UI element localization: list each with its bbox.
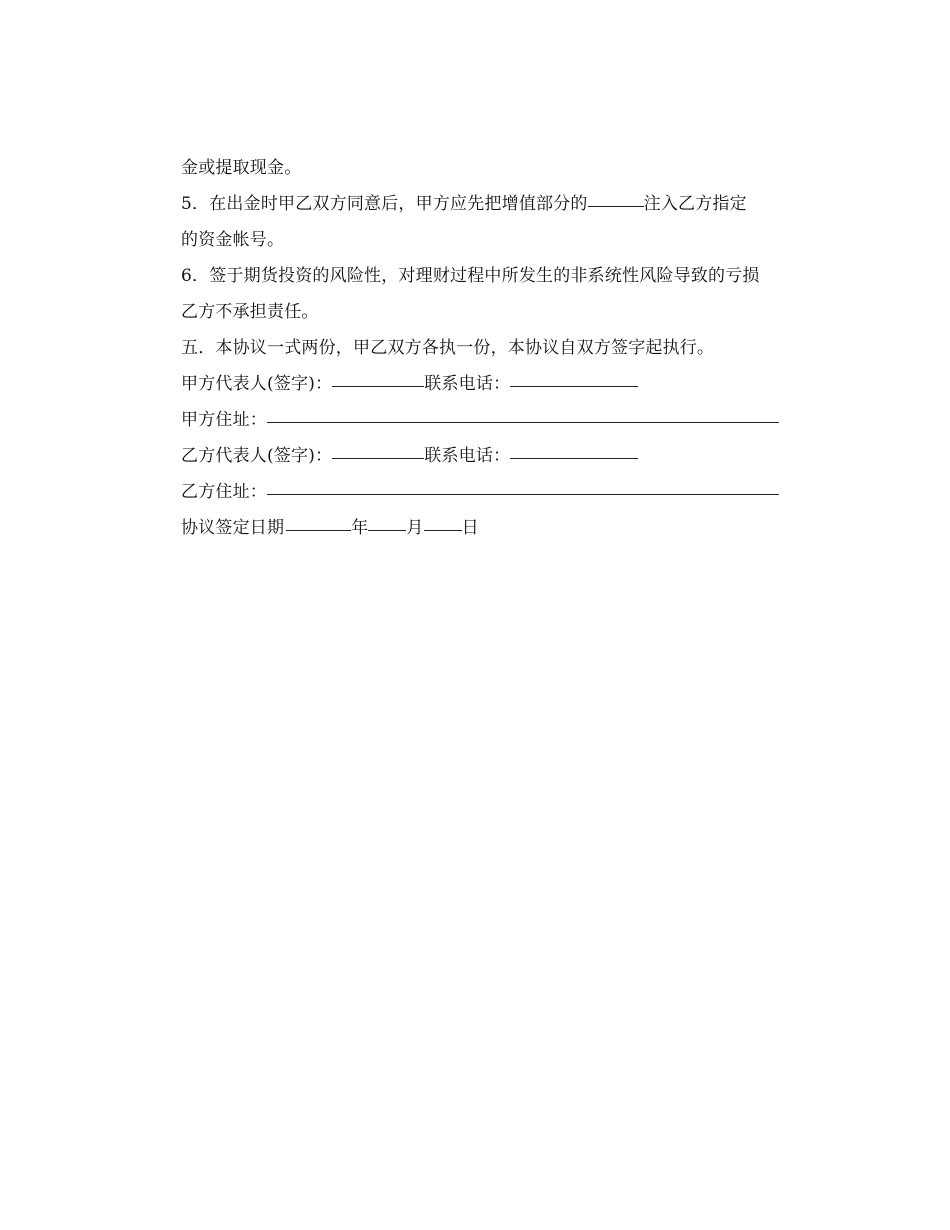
paragraph-text: 金或提取现金。 [181, 158, 302, 178]
party-a-address-row [181, 402, 821, 438]
year-label: 年 [351, 518, 369, 538]
party-b-signature-blank[interactable] [332, 436, 424, 459]
paragraph-text: 注入乙方指定 [643, 194, 747, 214]
text-line [181, 186, 821, 222]
agreement-date-row [181, 510, 821, 546]
paragraph-text: 5．在出金时甲乙双方同意后，甲方应先把增值部分的 [181, 194, 588, 214]
text-line [181, 222, 821, 258]
text-line [181, 330, 821, 366]
month-label: 月 [406, 518, 424, 538]
day-blank[interactable] [424, 508, 462, 531]
party-a-phone-blank[interactable] [510, 364, 638, 387]
party-b-phone-blank[interactable] [510, 436, 638, 459]
text-line [181, 258, 821, 294]
text-line [181, 294, 821, 330]
party-a-rep-label: 甲方代表人(签字)： [181, 374, 333, 394]
paragraph-text: 的资金帐号。 [181, 230, 285, 250]
party-a-signature-blank[interactable] [332, 364, 424, 387]
party-a-address-label: 甲方住址： [181, 410, 267, 430]
party-a-phone-label: 联系电话： [424, 374, 511, 394]
year-blank[interactable] [286, 508, 351, 531]
party-b-address-label: 乙方住址： [181, 482, 267, 502]
party-b-address-blank[interactable] [267, 472, 779, 495]
text-line [181, 150, 821, 186]
fill-blank[interactable] [588, 184, 644, 207]
paragraph-text: 乙方不承担责任。 [181, 302, 319, 322]
day-label: 日 [461, 518, 479, 538]
paragraph-text: 五．本协议一式两份，甲乙双方各执一份，本协议自双方签字起执行。 [181, 338, 715, 358]
date-label: 协议签定日期 [181, 518, 285, 538]
party-a-signature-row [181, 366, 821, 402]
party-a-address-blank[interactable] [267, 400, 779, 423]
party-b-phone-label: 联系电话： [424, 446, 511, 466]
party-b-signature-row [181, 438, 821, 474]
document-body [181, 150, 821, 546]
paragraph-text: 6．签于期货投资的风险性，对理财过程中所发生的非系统性风险导致的亏损 [181, 266, 760, 286]
party-b-rep-label: 乙方代表人(签字)： [181, 446, 333, 466]
party-b-address-row [181, 474, 821, 510]
month-blank[interactable] [368, 508, 406, 531]
